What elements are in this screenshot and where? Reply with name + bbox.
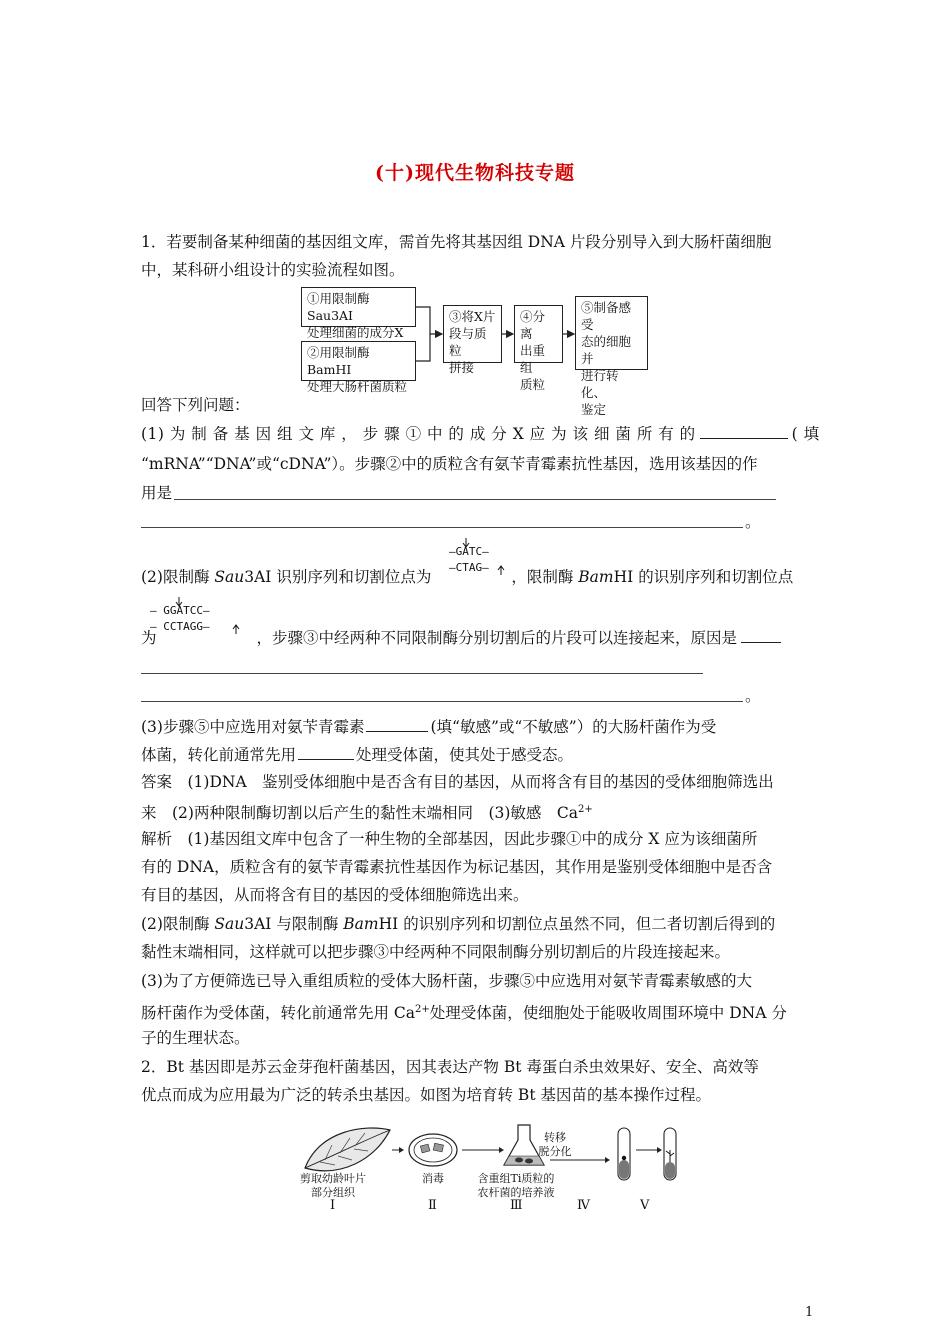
label-disinfect: 消毒 <box>422 1172 444 1185</box>
page-number: 1 <box>805 1305 814 1320</box>
label-leaf-line2: 部分组织 <box>311 1186 355 1199</box>
sau3a-seq-top: —GATC— <box>449 545 489 558</box>
explanation-line5: 黏性末端相同，这样就可以把步骤③中经两种不同限制酶分别切割后的片段连接起来。 <box>141 943 731 961</box>
q1-part2-text-b: Ⅰ 识别序列和切割位点为 <box>265 568 432 586</box>
q1-part2-text-c: ，限制酶 <box>511 568 579 586</box>
blank-reason-1[interactable] <box>141 673 703 674</box>
q2-line2: 优点而成为应用最为广泛的转杀虫基因。如图为培育转 Bt 基因苗的基本操作过程。 <box>141 1086 711 1104</box>
explanation-bam-tail: H <box>378 915 393 933</box>
flow-arrows <box>0 0 950 400</box>
label-flask-line1: 含重组Ti质粒的 <box>477 1172 555 1185</box>
q1-part1-line2: “mRNA”“DNA”或“cDNA”）。步骤②中的质粒含有氨苄青霉素抗性基因，选用该基因的作 <box>141 455 758 473</box>
label-transfer-line1: 转移 <box>544 1131 566 1144</box>
q1-part2-text-d: Ⅰ 的识别序列和切割位点 <box>627 568 794 586</box>
blank-sensitivity[interactable] <box>366 716 428 732</box>
q1-part3-text-b: (填“敏感”或“不敏感”）的大肠杆菌作为受 <box>430 718 717 736</box>
explanation-text-b: Ⅰ 与限制酶 <box>265 915 344 933</box>
label-leaf-line1: 剪取幼龄叶片 <box>300 1172 366 1185</box>
blank-gene-function-1[interactable] <box>174 499 776 500</box>
flow-box-3-line1: ③将X片 <box>449 309 496 324</box>
q1-part1-text-a: (1) 为 制 备 基 因 组 文 库 ， 步 骤 ① 中 的 成 分 X 应 为 该 细 菌 所 有 的 <box>141 425 696 443</box>
answer-superscript: 2+ <box>578 804 593 815</box>
answer-text: 来 (2)两种限制酶切割以后产生的黏性末端相同 (3)敏感 Ca <box>141 804 579 822</box>
explanation-superscript: 2+ <box>415 1004 430 1015</box>
blank-reason-start[interactable] <box>741 627 781 643</box>
explanation-line1: 解析 (1)基因组文库中包含了一种生物的全部基因，因此步骤①中的成分 X 应为该细菌所 <box>141 830 758 848</box>
q1-part2-text-f: ，步骤③中经两种不同限制酶分别切割后的片段可以连接起来，原因是 <box>256 629 738 647</box>
roman-3: Ⅲ <box>510 1198 523 1213</box>
explanation-text-e: 处理受体菌，使细胞处于能吸收周围环境中 DNA 分 <box>429 1004 787 1022</box>
explanation-line6: (3)为了方便筛选已导入重组质粒的受体大肠杆菌，步骤⑤中应选用对氨苄青霉素敏感的大 <box>141 972 752 990</box>
explanation-line7 <box>141 1000 787 1023</box>
blank-component-x[interactable] <box>700 423 788 439</box>
flow-box-1-line1: ①用限制酶Sau3AⅠ <box>307 291 370 323</box>
q1-part1-text-b: ( 填 <box>791 425 820 443</box>
label-flask <box>466 1172 566 1200</box>
bamh1-seq-bottom: — CCTAGG— <box>150 620 210 633</box>
q2-line1: 2．Bt 基因即是苏云金芽孢杆菌基因，因其表达产物 Bt 毒蛋白杀虫效果好、安全、高效等 <box>141 1058 759 1076</box>
label-flask-line2: 农杆菌的培养液 <box>477 1186 555 1199</box>
label-transfer <box>535 1131 575 1159</box>
period-1: 。 <box>745 513 761 531</box>
enzyme-sau-tail: 3A <box>244 568 266 586</box>
q1-part1-line1 <box>141 423 820 444</box>
period-2: 。 <box>745 687 761 705</box>
roman-5: Ⅴ <box>640 1198 650 1213</box>
q1-part1-label: 用是 <box>141 484 173 502</box>
explanation-text-a: (2)限制酶 <box>141 915 215 933</box>
explanation-line8: 子的生理状态。 <box>141 1029 250 1047</box>
flow-box-5-line2: 态的细胞并 <box>581 334 632 366</box>
flow-box-4-line3: 质粒 <box>520 377 546 392</box>
q1-part2-line2 <box>141 627 781 648</box>
q1-intro-line2: 中，某科研小组设计的实验流程如图。 <box>141 261 405 279</box>
q1-part2-text-a: (2)限制酶 <box>141 568 215 586</box>
q1-part3-text-c: 体菌，转化前通常先用 <box>141 746 297 764</box>
flow-box-5-line1: ⑤制备感受 <box>581 300 632 332</box>
flow-box-5-line3: 进行转化、 <box>581 368 619 400</box>
roman-4: Ⅳ <box>577 1198 590 1213</box>
roman-2: Ⅱ <box>428 1198 437 1213</box>
explanation-line2: 有的 DNA，质粒含有的氨苄青霉素抗性基因作为标记基因，其作用是鉴别受体细胞中是否含 <box>141 858 773 876</box>
enzyme-sau-italic: Sau <box>214 568 245 586</box>
enzyme-bam-tail: H <box>613 568 628 586</box>
answer-line2 <box>141 800 593 823</box>
q1-part2-line1 <box>141 567 793 587</box>
q1-intro-line1: 1．若要制备某种细菌的基因组文库，需首先将其基因组 DNA 片段分别导入到大肠杆菌细胞 <box>141 233 772 251</box>
explanation-text-d: 肠杆菌作为受体菌，转化前通常先用 Ca <box>141 1004 416 1022</box>
explanation-line3: 有目的基因，从而将含有目的基因的受体细胞筛选出来。 <box>141 886 529 904</box>
explanation-line4 <box>141 914 775 934</box>
flow-box-4-line1: ④分离 <box>520 309 546 341</box>
explanation-text-c: Ⅰ 的识别序列和切割位点虽然不同，但二者切割后得到的 <box>392 915 776 933</box>
label-leaf <box>288 1172 378 1200</box>
blank-gene-function-2[interactable] <box>141 527 743 528</box>
blank-treatment[interactable] <box>298 744 354 760</box>
roman-1: Ⅰ <box>330 1198 336 1213</box>
flow-box-3-line2: 段与质粒 <box>449 326 487 358</box>
answer-line1: 答案 (1)DNA 鉴别受体细胞中是否含有目的基因，从而将含有目的基因的受体细胞筛选出 <box>141 773 774 791</box>
q1-part1-line3 <box>141 483 172 503</box>
leaf-icon <box>305 1128 390 1171</box>
q1-part2-text-e: 为 <box>141 629 157 647</box>
q1-part3-line2 <box>141 744 573 765</box>
q1-part3-text-d: 处理受体菌，使其处于感受态。 <box>356 746 574 764</box>
explanation-bam-italic: Bam <box>343 915 379 933</box>
flow-box-1-line2: 处理细菌的成分X <box>307 325 404 340</box>
explanation-sau-italic: Sau <box>214 915 245 933</box>
enzyme-bam-italic: Bam <box>578 568 614 586</box>
flow-box-5-line4: 鉴定 <box>581 402 607 417</box>
flow-box-2-line1: ②用限制酶BamHⅠ <box>307 345 370 377</box>
explanation-sau-tail: 3A <box>244 915 266 933</box>
q1-part3-line1 <box>141 716 716 737</box>
blank-reason-2[interactable] <box>141 701 743 702</box>
q1-part3-text-a: (3)步骤⑤中应选用对氨苄青霉素 <box>141 718 365 736</box>
page-title: (十)现代生物科技专题 <box>375 162 575 184</box>
bamh1-seq-top: — GGATCC— <box>150 604 210 617</box>
sau3a-seq-bottom: —CTAG— <box>449 561 489 574</box>
flow-box-3-line3: 拼接 <box>449 360 475 375</box>
flow-box-2-line2: 处理大肠杆菌质粒 <box>307 379 408 394</box>
label-transfer-line2: 脱分化 <box>538 1145 572 1158</box>
answer-prompt: 回答下列问题： <box>141 396 250 414</box>
flow-box-4-line2: 出重组 <box>520 343 546 375</box>
